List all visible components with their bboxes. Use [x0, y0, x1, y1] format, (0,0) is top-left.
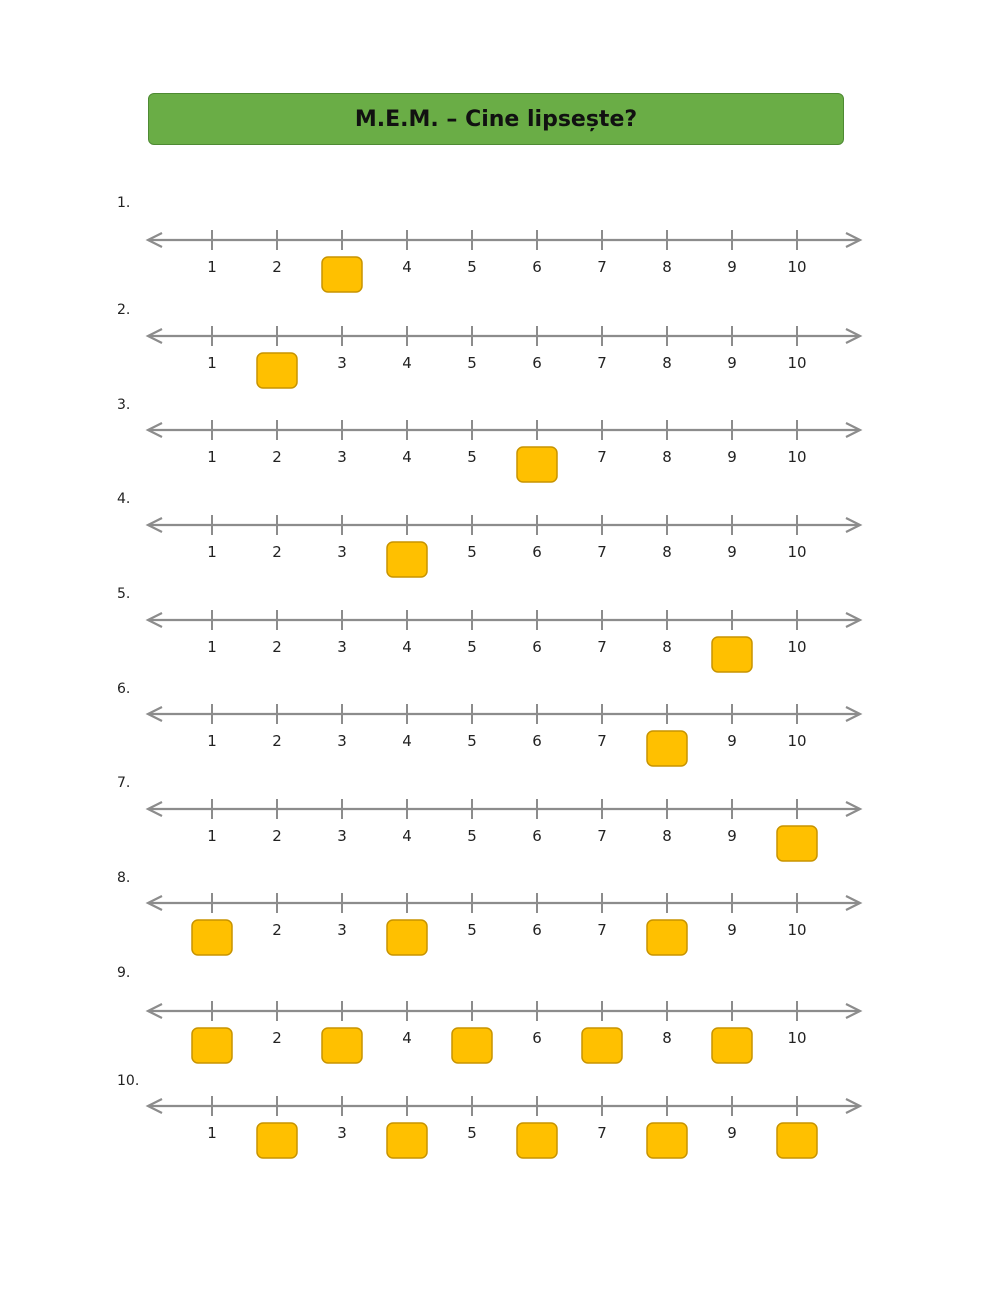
answer-box-8[interactable]: [647, 731, 687, 766]
exercise-number: 1.: [117, 195, 131, 211]
tick-label: 7: [597, 638, 607, 656]
tick-label: 10: [787, 448, 807, 466]
answer-box-8[interactable]: [647, 1123, 687, 1158]
tick-label: 7: [597, 543, 607, 561]
tick-label: 5: [467, 638, 477, 656]
tick-label: 9: [727, 827, 737, 845]
number-line-1: [117, 195, 860, 292]
tick-label: 7: [597, 732, 607, 750]
page-title: M.E.M. – Cine lipsește?: [354, 106, 638, 132]
tick-label: 5: [467, 354, 477, 372]
tick-label: 3: [337, 543, 347, 561]
tick-label: 5: [467, 732, 477, 750]
tick-label: 10: [787, 732, 807, 750]
exercise-number: 8.: [117, 870, 131, 886]
exercise-number: 4.: [117, 491, 131, 507]
tick-label: 10: [787, 921, 807, 939]
tick-label: 7: [597, 258, 607, 276]
tick-label: 5: [467, 827, 477, 845]
tick-label: 4: [402, 732, 412, 750]
tick-label: 9: [727, 1124, 737, 1142]
tick-label: 8: [662, 448, 672, 466]
tick-label: 5: [467, 258, 477, 276]
tick-label: 3: [337, 827, 347, 845]
answer-box-8[interactable]: [647, 920, 687, 955]
number-line-8: [117, 870, 860, 955]
tick-label: 6: [532, 354, 542, 372]
number-line-3: [117, 397, 860, 482]
tick-label: 4: [402, 448, 412, 466]
answer-box-6[interactable]: [517, 1123, 557, 1158]
tick-label: 6: [532, 921, 542, 939]
tick-label: 9: [727, 354, 737, 372]
tick-label: 6: [532, 732, 542, 750]
answer-box-10[interactable]: [777, 1123, 817, 1158]
answer-box-5[interactable]: [452, 1028, 492, 1063]
tick-label: 4: [402, 1029, 412, 1047]
answer-box-4[interactable]: [387, 920, 427, 955]
answer-box-1[interactable]: [192, 1028, 232, 1063]
number-line-10: [117, 1073, 860, 1158]
tick-label: 5: [467, 543, 477, 561]
tick-label: 8: [662, 827, 672, 845]
exercise-number: 3.: [117, 397, 131, 413]
tick-label: 3: [337, 732, 347, 750]
answer-box-2[interactable]: [257, 353, 297, 388]
tick-label: 4: [402, 827, 412, 845]
tick-label: 10: [787, 258, 807, 276]
number-line-9: [117, 965, 860, 1063]
tick-label: 10: [787, 638, 807, 656]
tick-label: 6: [532, 827, 542, 845]
tick-label: 2: [272, 1029, 282, 1047]
tick-label: 9: [727, 543, 737, 561]
answer-box-1[interactable]: [192, 920, 232, 955]
answer-box-4[interactable]: [387, 542, 427, 577]
tick-label: 7: [597, 827, 607, 845]
tick-label: 8: [662, 638, 672, 656]
tick-label: 1: [207, 732, 217, 750]
exercise-number: 2.: [117, 302, 131, 318]
tick-label: 6: [532, 258, 542, 276]
tick-label: 4: [402, 638, 412, 656]
tick-label: 1: [207, 1124, 217, 1142]
exercise-number: 6.: [117, 681, 131, 697]
tick-label: 8: [662, 258, 672, 276]
tick-label: 7: [597, 921, 607, 939]
answer-box-4[interactable]: [387, 1123, 427, 1158]
number-line-6: [117, 681, 860, 766]
tick-label: 5: [467, 1124, 477, 1142]
tick-label: 7: [597, 354, 607, 372]
tick-label: 2: [272, 921, 282, 939]
tick-label: 4: [402, 258, 412, 276]
tick-label: 7: [597, 1124, 607, 1142]
answer-box-7[interactable]: [582, 1028, 622, 1063]
tick-label: 6: [532, 1029, 542, 1047]
answer-box-9[interactable]: [712, 637, 752, 672]
tick-label: 8: [662, 543, 672, 561]
tick-label: 10: [787, 543, 807, 561]
exercise-number: 7.: [117, 775, 131, 791]
answer-box-2[interactable]: [257, 1123, 297, 1158]
number-line-5: [117, 586, 860, 672]
tick-label: 9: [727, 921, 737, 939]
tick-label: 2: [272, 827, 282, 845]
tick-label: 3: [337, 921, 347, 939]
tick-label: 1: [207, 258, 217, 276]
answer-box-3[interactable]: [322, 257, 362, 292]
tick-label: 3: [337, 354, 347, 372]
answer-box-9[interactable]: [712, 1028, 752, 1063]
tick-label: 7: [597, 448, 607, 466]
tick-label: 6: [532, 543, 542, 561]
tick-label: 5: [467, 448, 477, 466]
tick-label: 10: [787, 1029, 807, 1047]
tick-label: 1: [207, 448, 217, 466]
tick-label: 5: [467, 921, 477, 939]
tick-label: 1: [207, 543, 217, 561]
answer-box-3[interactable]: [322, 1028, 362, 1063]
tick-label: 6: [532, 638, 542, 656]
answer-box-6[interactable]: [517, 447, 557, 482]
exercise-number: 9.: [117, 965, 131, 981]
tick-label: 1: [207, 354, 217, 372]
tick-label: 2: [272, 732, 282, 750]
tick-label: 3: [337, 1124, 347, 1142]
answer-box-10[interactable]: [777, 826, 817, 861]
tick-label: 2: [272, 543, 282, 561]
number-line-7: [117, 775, 860, 861]
tick-label: 1: [207, 638, 217, 656]
tick-label: 2: [272, 638, 282, 656]
tick-label: 8: [662, 1029, 672, 1047]
tick-label: 10: [787, 354, 807, 372]
exercise-number: 5.: [117, 586, 131, 602]
tick-label: 9: [727, 448, 737, 466]
exercise-number: 10.: [117, 1073, 140, 1089]
tick-label: 8: [662, 354, 672, 372]
tick-label: 3: [337, 638, 347, 656]
tick-label: 4: [402, 354, 412, 372]
tick-label: 2: [272, 448, 282, 466]
number-line-4: [117, 491, 860, 577]
tick-label: 9: [727, 732, 737, 750]
tick-label: 1: [207, 827, 217, 845]
tick-label: 9: [727, 258, 737, 276]
number-line-2: [117, 302, 860, 388]
tick-label: 2: [272, 258, 282, 276]
tick-label: 3: [337, 448, 347, 466]
